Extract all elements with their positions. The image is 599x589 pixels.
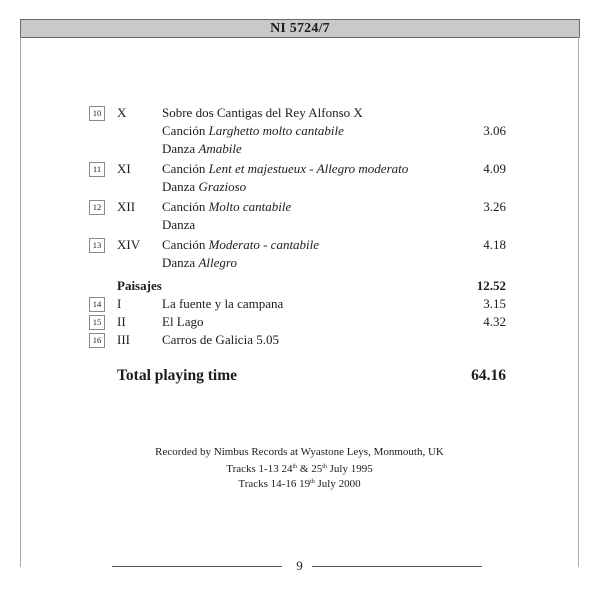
track-title: Canción Molto cantabile xyxy=(162,199,292,214)
track-title: Sobre dos Cantigas del Rey Alfonso X xyxy=(162,105,363,120)
track-title: Canción Larghetto molto cantabile xyxy=(162,123,344,138)
track-number: 12 xyxy=(89,200,105,215)
track-title: Danza Amabile xyxy=(162,141,242,156)
track-title: Danza Grazioso xyxy=(162,179,247,194)
track-title: Carros de Galicia 5.05 xyxy=(162,332,279,347)
track-subline xyxy=(0,122,599,140)
section-title: Paisajes xyxy=(117,278,162,293)
catalog-number: NI 5724/7 xyxy=(270,20,330,36)
track-row xyxy=(0,295,599,313)
track-duration: 3.15 xyxy=(483,296,506,311)
track-title: El Lago xyxy=(162,314,204,329)
track-number: 10 xyxy=(89,106,105,121)
track-duration: 4.09 xyxy=(483,161,506,176)
track-duration: 3.26 xyxy=(483,199,506,214)
track-subline xyxy=(0,216,599,234)
track-duration: 4.32 xyxy=(483,314,506,329)
track-title: Canción Moderato - cantabile xyxy=(162,237,320,252)
track-row xyxy=(0,198,599,216)
track-title: Danza Allegro xyxy=(162,255,237,270)
movement-numeral: II xyxy=(117,314,126,329)
track-title: La fuente y la campana xyxy=(162,296,284,311)
track-title: Canción Lent et majestueux - Allegro moderato xyxy=(162,161,409,176)
recording-dates-1: Tracks 1-13 24th & 25th July 1995 xyxy=(226,463,373,475)
track-subline xyxy=(0,178,599,196)
movement-numeral: XIV xyxy=(117,237,141,252)
track-duration: 3.06 xyxy=(483,123,506,138)
track-row xyxy=(0,313,599,331)
movement-numeral: I xyxy=(117,296,122,311)
track-number: 16 xyxy=(89,333,105,348)
track-number: 13 xyxy=(89,238,105,253)
track-row xyxy=(0,104,599,122)
track-row xyxy=(0,236,599,254)
track-number: 15 xyxy=(89,315,105,330)
movement-numeral: XI xyxy=(117,161,131,176)
track-duration: 4.18 xyxy=(483,237,506,252)
section-duration: 12.52 xyxy=(476,278,506,293)
track-number: 11 xyxy=(89,162,105,177)
movement-numeral: III xyxy=(117,332,130,347)
track-subline xyxy=(0,254,599,272)
catalog-header xyxy=(20,19,580,38)
recording-credit: Recorded by Nimbus Records at Wyastone Leys, Monmouth, UK xyxy=(155,446,444,458)
total-playing-time: 64.16 xyxy=(471,367,506,384)
page-number: 9 xyxy=(296,558,303,573)
track-title: Danza xyxy=(162,217,196,232)
total-playing-time-label: Total playing time xyxy=(117,367,237,384)
track-row xyxy=(0,331,599,349)
movement-numeral: XII xyxy=(117,199,136,214)
track-row xyxy=(0,160,599,178)
movement-numeral: X xyxy=(117,105,127,120)
track-number: 14 xyxy=(89,297,105,312)
track-subline xyxy=(0,140,599,158)
section-header xyxy=(0,277,599,295)
recording-dates-2: Tracks 14-16 19th July 2000 xyxy=(238,478,361,490)
